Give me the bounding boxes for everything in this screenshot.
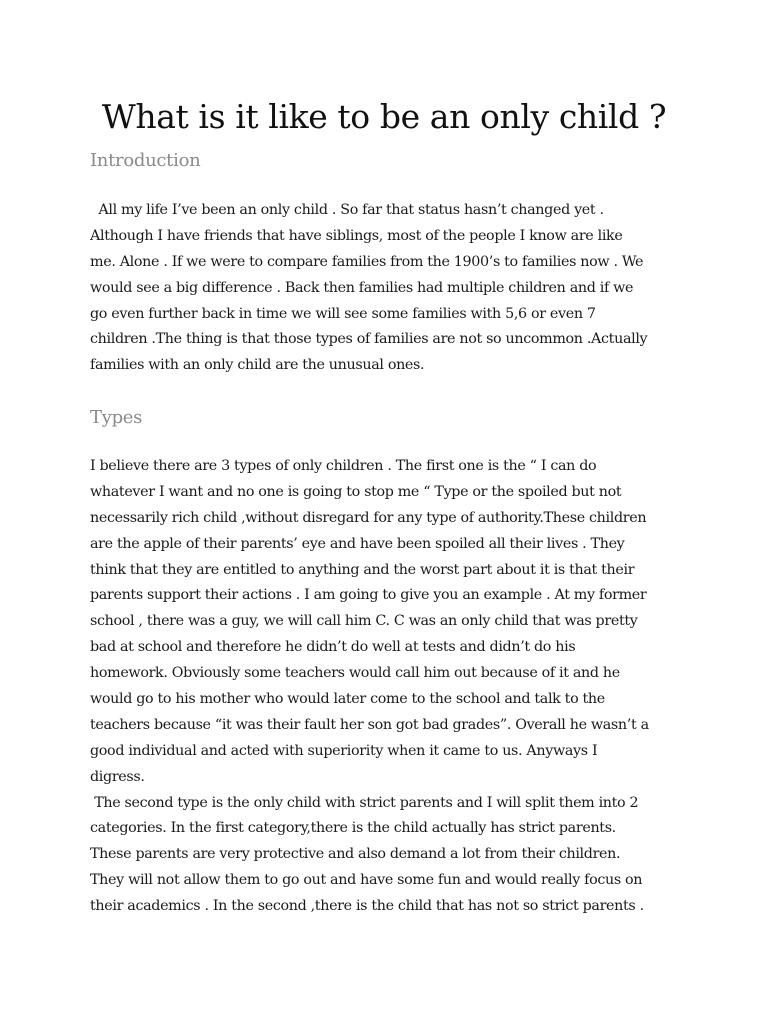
paragraph-line: homework. Obviously some teachers would call him out because of it and he: [90, 665, 620, 682]
paragraph-line: whatever I want and no one is going to stop me “ Type or the spoiled but not: [90, 483, 622, 500]
paragraph-line: children .The thing is that those types of families are not so uncommon .Actually: [90, 331, 648, 348]
paragraph-line: digress.: [90, 768, 145, 785]
paragraph-line: me. Alone . If we were to compare families from the 1900’s to families now . We: [90, 253, 644, 270]
paragraph-line: school , there was a guy, we will call him C. C was an only child that was pretty: [90, 613, 638, 630]
introduction-paragraph: [90, 198, 686, 379]
paragraph-line: parents support their actions . I am going to give you an example . At my former: [90, 587, 647, 604]
paragraph-line: teachers because “it was their fault her son got bad grades”. Overall he wasn’t a: [90, 716, 649, 733]
paragraph-line: would go to his mother who would later come to the school and talk to the: [90, 691, 605, 708]
paragraph-line: Although I have friends that have siblings, most of the people I know are like: [90, 227, 623, 244]
paragraph-line: The second type is the only child with strict parents and I will split them into 2: [90, 794, 639, 811]
paragraph-line: would see a big difference . Back then families had multiple children and if we: [90, 279, 634, 296]
section-heading-introduction: Introduction: [90, 150, 201, 171]
paragraph-line: All my life I’ve been an only child . So far that status hasn’t changed yet .: [90, 202, 604, 218]
paragraph-line: good individual and acted with superiority when it came to us. Anyways I: [90, 742, 598, 759]
section-heading-types: Types: [90, 407, 143, 428]
paragraph-line: go even further back in time we will see some families with 5,6 or even 7: [90, 305, 596, 322]
types-paragraph: [90, 454, 686, 920]
paragraph-line: They will not allow them to go out and have some fun and would really focus on: [90, 872, 643, 889]
document-title: What is it like to be an only child ?: [101, 97, 667, 136]
paragraph-line: bad at school and therefore he didn’t do well at tests and didn’t do his: [90, 639, 576, 656]
paragraph-line: I believe there are 3 types of only children . The first one is the “ I can do: [90, 458, 597, 474]
paragraph-line: These parents are very protective and also demand a lot from their children.: [90, 846, 621, 863]
paragraph-line: necessarily rich child ,without disregard for any type of authority.These children: [90, 509, 647, 526]
paragraph-line: think that they are entitled to anything and the worst part about it is that their: [90, 561, 635, 578]
paragraph-line: families with an only child are the unusual ones.: [90, 357, 425, 374]
paragraph-line: are the apple of their parents’ eye and have been spoiled all their lives . They: [90, 535, 625, 552]
paragraph-line: categories. In the first category,there is the child actually has strict parents.: [90, 820, 616, 837]
paragraph-line: their academics . In the second ,there is the child that has not so strict parents .: [90, 898, 644, 915]
